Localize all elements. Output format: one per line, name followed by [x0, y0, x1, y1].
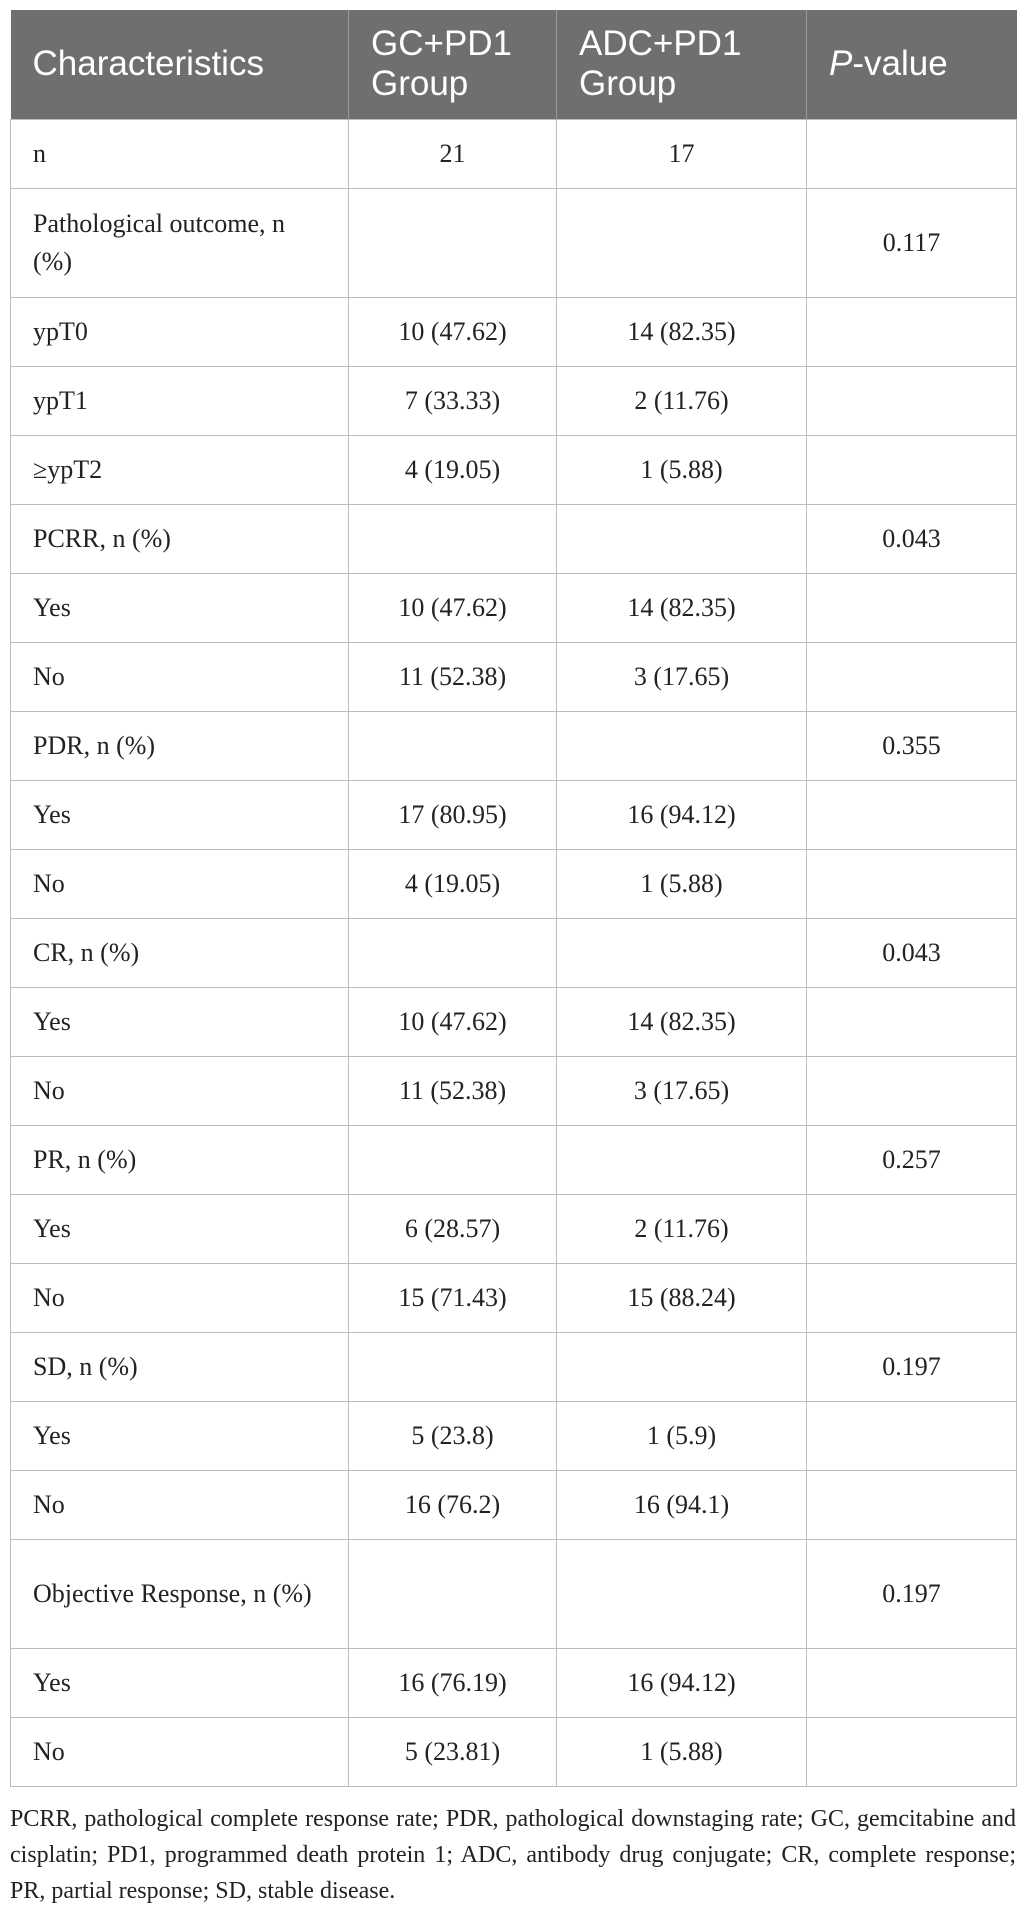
gc-group-cell: 11 (52.38): [349, 1056, 557, 1125]
table-row: [11, 297, 1017, 366]
row-label-cell: Yes: [11, 1401, 349, 1470]
adc-group-cell: [557, 918, 807, 987]
adc-group-cell: 17: [557, 119, 807, 188]
header-row: [11, 10, 1017, 119]
p-value-cell: [807, 1717, 1017, 1786]
p-value-cell: [807, 573, 1017, 642]
row-label-cell: ≥ypT2: [11, 435, 349, 504]
gc-group-cell: 6 (28.57): [349, 1194, 557, 1263]
p-value-cell: [807, 987, 1017, 1056]
table-row: [11, 1539, 1017, 1648]
gc-group-cell: 5 (23.81): [349, 1717, 557, 1786]
table-row: [11, 119, 1017, 188]
table-row: [11, 188, 1017, 297]
table-row: [11, 1470, 1017, 1539]
table-row: [11, 1125, 1017, 1194]
header-p-letter: P: [829, 44, 853, 84]
p-value-cell: 0.197: [807, 1332, 1017, 1401]
gc-group-cell: 7 (33.33): [349, 366, 557, 435]
gc-group-cell: 16 (76.2): [349, 1470, 557, 1539]
adc-group-cell: 1 (5.88): [557, 435, 807, 504]
p-value-cell: [807, 1401, 1017, 1470]
table-body: [11, 119, 1017, 1786]
p-value-cell: [807, 1470, 1017, 1539]
table-row: [11, 918, 1017, 987]
adc-group-cell: [557, 711, 807, 780]
p-value-cell: 0.355: [807, 711, 1017, 780]
adc-group-cell: 2 (11.76): [557, 366, 807, 435]
adc-group-cell: 3 (17.65): [557, 642, 807, 711]
gc-group-cell: 4 (19.05): [349, 849, 557, 918]
table-row: [11, 504, 1017, 573]
row-label-cell: No: [11, 1056, 349, 1125]
table-row: [11, 1401, 1017, 1470]
p-value-cell: [807, 1263, 1017, 1332]
p-value-cell: [807, 1648, 1017, 1717]
gc-group-cell: 10 (47.62): [349, 573, 557, 642]
adc-group-cell: [557, 504, 807, 573]
table-row: [11, 366, 1017, 435]
p-value-cell: [807, 119, 1017, 188]
row-label-cell: Yes: [11, 987, 349, 1056]
gc-group-cell: [349, 188, 557, 297]
results-table-container: [10, 10, 1016, 1909]
table-row: [11, 987, 1017, 1056]
p-value-cell: 0.043: [807, 504, 1017, 573]
table-row: [11, 1056, 1017, 1125]
p-value-cell: [807, 780, 1017, 849]
adc-group-cell: 14 (82.35): [557, 297, 807, 366]
table-footnote: PCRR, pathological complete response rate; PDR, pathological downstaging rate; GC, gemcitabine and cisplatin; PD1, programmed death protein 1; ADC, antibody drug conjugate; CR, complete response; PR, partial response; SD, stable disease.: [10, 1805, 1016, 1904]
gc-group-cell: [349, 711, 557, 780]
adc-group-cell: 16 (94.12): [557, 1648, 807, 1717]
row-label-cell: No: [11, 849, 349, 918]
table-row: [11, 849, 1017, 918]
adc-group-cell: 15 (88.24): [557, 1263, 807, 1332]
row-label-cell: Pathological outcome, n (%): [11, 188, 349, 297]
gc-group-cell: 15 (71.43): [349, 1263, 557, 1332]
gc-group-cell: 21: [349, 119, 557, 188]
table-row: [11, 1717, 1017, 1786]
p-value-cell: [807, 642, 1017, 711]
table-row: [11, 1332, 1017, 1401]
adc-group-cell: 3 (17.65): [557, 1056, 807, 1125]
table-row: [11, 1648, 1017, 1717]
adc-group-cell: 14 (82.35): [557, 573, 807, 642]
gc-group-cell: [349, 918, 557, 987]
adc-group-cell: 1 (5.88): [557, 1717, 807, 1786]
table-row: [11, 1263, 1017, 1332]
row-label-cell: No: [11, 1263, 349, 1332]
table-row: [11, 435, 1017, 504]
row-label-cell: n: [11, 119, 349, 188]
row-label-cell: No: [11, 642, 349, 711]
header-p-value: [807, 10, 1017, 119]
row-label-cell: SD, n (%): [11, 1332, 349, 1401]
row-label-cell: PCRR, n (%): [11, 504, 349, 573]
adc-group-cell: [557, 1332, 807, 1401]
row-label-cell: CR, n (%): [11, 918, 349, 987]
p-value-cell: [807, 297, 1017, 366]
p-value-cell: [807, 435, 1017, 504]
header-characteristics: Characteristics: [11, 10, 349, 119]
table-row: [11, 573, 1017, 642]
gc-group-cell: 4 (19.05): [349, 435, 557, 504]
gc-group-cell: 17 (80.95): [349, 780, 557, 849]
row-label-cell: PDR, n (%): [11, 711, 349, 780]
adc-group-cell: [557, 1539, 807, 1648]
row-label-cell: ypT1: [11, 366, 349, 435]
p-value-cell: 0.043: [807, 918, 1017, 987]
gc-group-cell: 16 (76.19): [349, 1648, 557, 1717]
gc-group-cell: 11 (52.38): [349, 642, 557, 711]
adc-group-cell: 16 (94.1): [557, 1470, 807, 1539]
row-label-cell: PR, n (%): [11, 1125, 349, 1194]
adc-group-cell: 1 (5.9): [557, 1401, 807, 1470]
table-row: [11, 711, 1017, 780]
results-table: [10, 10, 1017, 1787]
table-row: [11, 642, 1017, 711]
adc-group-cell: 16 (94.12): [557, 780, 807, 849]
p-value-cell: [807, 1056, 1017, 1125]
p-value-cell: 0.117: [807, 188, 1017, 297]
table-row: [11, 780, 1017, 849]
row-label-cell: No: [11, 1717, 349, 1786]
gc-group-cell: [349, 1332, 557, 1401]
p-value-cell: 0.257: [807, 1125, 1017, 1194]
header-adc-group: ADC+PD1 Group: [557, 10, 807, 119]
row-label-cell: ypT0: [11, 297, 349, 366]
header-gc-group: GC+PD1 Group: [349, 10, 557, 119]
p-value-cell: [807, 849, 1017, 918]
header-p-suffix: -value: [852, 44, 948, 84]
gc-group-cell: [349, 1125, 557, 1194]
gc-group-cell: 5 (23.8): [349, 1401, 557, 1470]
adc-group-cell: [557, 188, 807, 297]
row-label-cell: Yes: [11, 573, 349, 642]
adc-group-cell: 14 (82.35): [557, 987, 807, 1056]
gc-group-cell: [349, 1539, 557, 1648]
row-label-cell: No: [11, 1470, 349, 1539]
row-label-cell: Yes: [11, 1648, 349, 1717]
adc-group-cell: 1 (5.88): [557, 849, 807, 918]
p-value-cell: 0.197: [807, 1539, 1017, 1648]
p-value-cell: [807, 366, 1017, 435]
gc-group-cell: [349, 504, 557, 573]
table-header: [11, 10, 1017, 119]
gc-group-cell: 10 (47.62): [349, 987, 557, 1056]
adc-group-cell: [557, 1125, 807, 1194]
row-label-cell: Yes: [11, 780, 349, 849]
row-label-cell: Yes: [11, 1194, 349, 1263]
p-value-cell: [807, 1194, 1017, 1263]
gc-group-cell: 10 (47.62): [349, 297, 557, 366]
table-row: [11, 1194, 1017, 1263]
adc-group-cell: 2 (11.76): [557, 1194, 807, 1263]
row-label-cell: Objective Response, n (%): [11, 1539, 349, 1648]
